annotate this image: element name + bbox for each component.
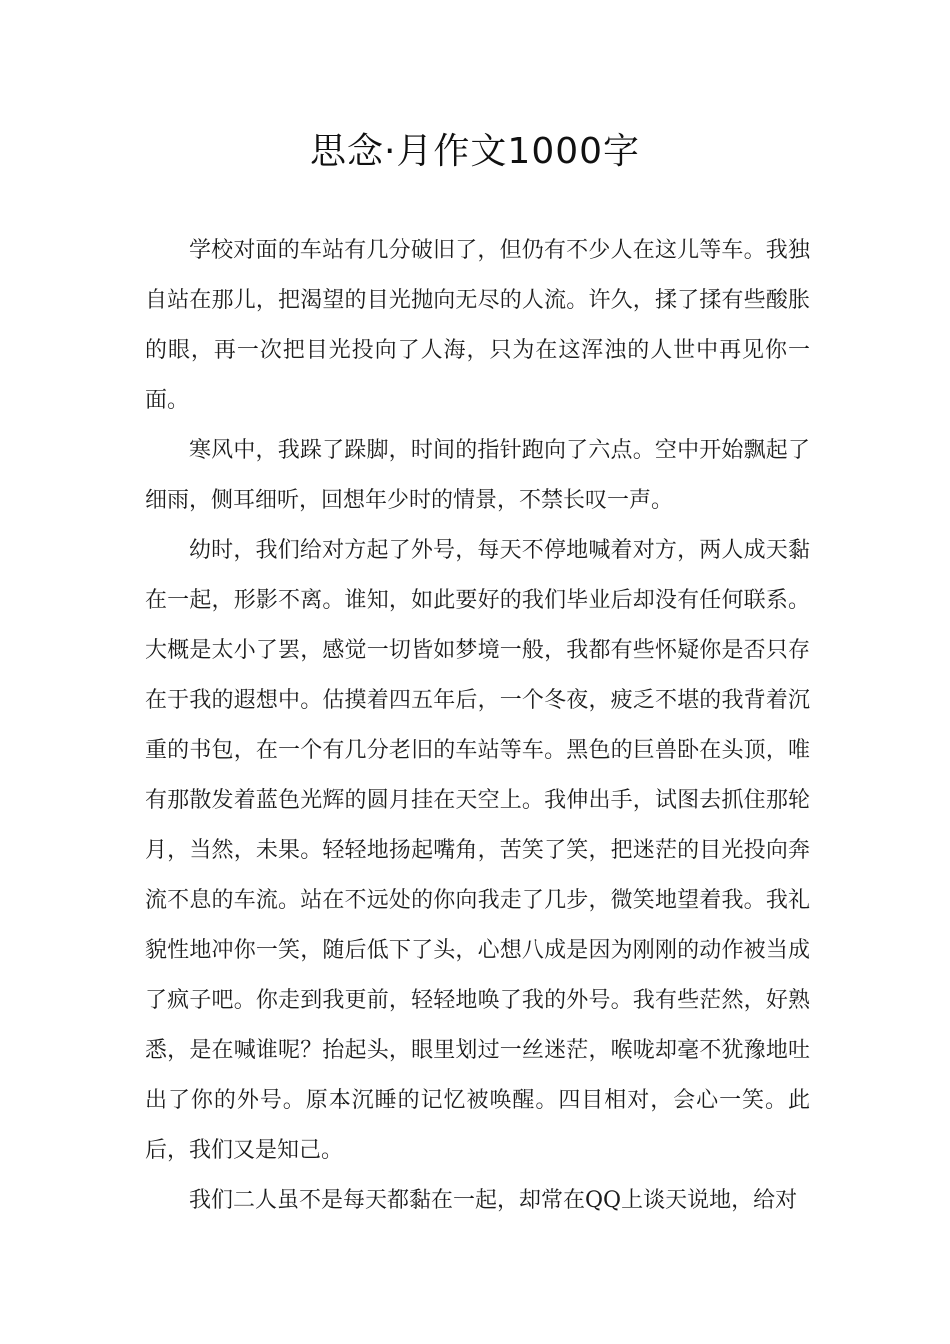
paragraph: 学校对面的车站有几分破旧了，但仍有不少人在这儿等车。我独自站在那儿，把渴望的目光抛向无尽的人流。许久，揉了揉有些酸胀的眼，再一次把目光投向了人海，只为在这浑浊的人世中再见你一面。: [145, 238, 810, 413]
page-title: 思念·月作文1000字: [309, 131, 641, 172]
paragraph: 寒风中，我跺了跺脚，时间的指针跑向了六点。空中开始飘起了细雨，侧耳细听，回想年少时的情景，不禁长叹一声。: [145, 438, 810, 513]
paragraph: 我们二人虽不是每天都黏在一起，却常在QQ上谈天说地，给对: [189, 1188, 798, 1213]
article-body: [145, 226, 810, 1226]
paragraph: 幼时，我们给对方起了外号，每天不停地喊着对方，两人成天黏在一起，形影不离。谁知，如此要好的我们毕业后却没有任何联系。大概是太小了罢，感觉一切皆如梦境一般，我都有些怀疑你是否只存在于我的遐想中。估摸着四五年后，一个冬夜，疲乏不堪的我背着沉重的书包，在一个有几分老旧的车站等车。黑色的巨兽卧在头顶，唯有那散发着蓝色光辉的圆月挂在天空上。我伸出手，试图去抓住那轮月，当然，未果。轻轻地扬起嘴角，苦笑了笑，把迷茫的目光投向奔流不息的车流。站在不远处的你向我走了几步，微笑地望着我。我礼貌性地冲你一笑，随后低下了头，心想八成是因为刚刚的动作被当成了疯子吧。你走到我更前，轻轻地唤了我的外号。我有些茫然，好熟悉，是在喊谁呢？抬起头，眼里划过一丝迷茫，喉咙却毫不犹豫地吐出了你的外号。原本沉睡的记忆被唤醒。四目相对，会心一笑。此后，我们又是知己。: [145, 538, 810, 1163]
